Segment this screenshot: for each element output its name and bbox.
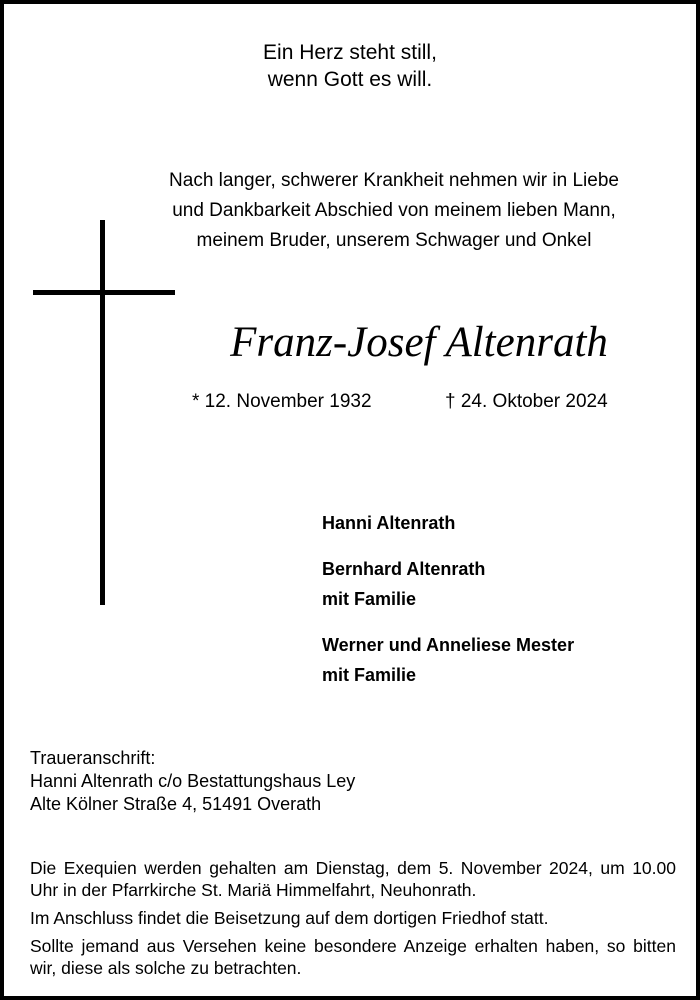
birth-date: * 12. November 1932 — [192, 391, 372, 412]
intro-line-1: Nach langer, schwerer Krankheit nehmen wir in Liebe — [169, 170, 619, 191]
deceased-name: Franz-Josef Altenrath — [230, 319, 608, 366]
address-line-2: Alte Kölner Straße 4, 51491 Overath — [30, 794, 322, 814]
exequies-paragraph: Die Exequien werden gehalten am Dienstag, dem 5. November 2024, um 10.00 Uhr in der Pfarrkirche St. Mariä Himmelfahrt, Neuhonrath. — [30, 858, 676, 900]
motto-line-2: wenn Gott es will. — [267, 68, 433, 91]
mourner-family: mit Familie — [322, 665, 417, 685]
mourner-name: Bernhard Altenrath — [322, 559, 486, 579]
death-date: † 24. Oktober 2024 — [445, 391, 608, 412]
mourner-entry — [322, 508, 574, 538]
address-line-1: Hanni Altenrath c/o Bestattungshaus Ley — [30, 771, 356, 791]
mourner-family: mit Familie — [322, 589, 417, 609]
cross-horizontal-bar — [33, 290, 175, 295]
address-label: Traueranschrift: — [30, 748, 156, 768]
mourners-list — [322, 508, 574, 706]
mourner-name: Hanni Altenrath — [322, 513, 456, 533]
intro-line-2: und Dankbarkeit Abschied von meinem lieben Mann, — [172, 200, 616, 221]
cross-vertical-bar — [100, 220, 105, 605]
intro-line-3: meinem Bruder, unserem Schwager und Onkel — [196, 230, 592, 251]
no-notice-paragraph: Sollte jemand aus Versehen keine besondere Anzeige erhalten haben, so bitten wir, diese als solche zu betrachten. — [30, 936, 676, 978]
mourner-entry — [322, 630, 574, 690]
mourner-name: Werner und Anneliese Mester — [322, 635, 575, 655]
motto — [4, 39, 696, 93]
intro-text — [104, 166, 684, 256]
motto-line-1: Ein Herz steht still, — [263, 41, 437, 64]
mourning-address — [30, 747, 355, 816]
mourner-entry — [322, 554, 574, 614]
service-notice — [30, 857, 676, 985]
burial-paragraph: Im Anschluss findet die Beisetzung auf dem dortigen Friedhof statt. — [30, 908, 549, 928]
